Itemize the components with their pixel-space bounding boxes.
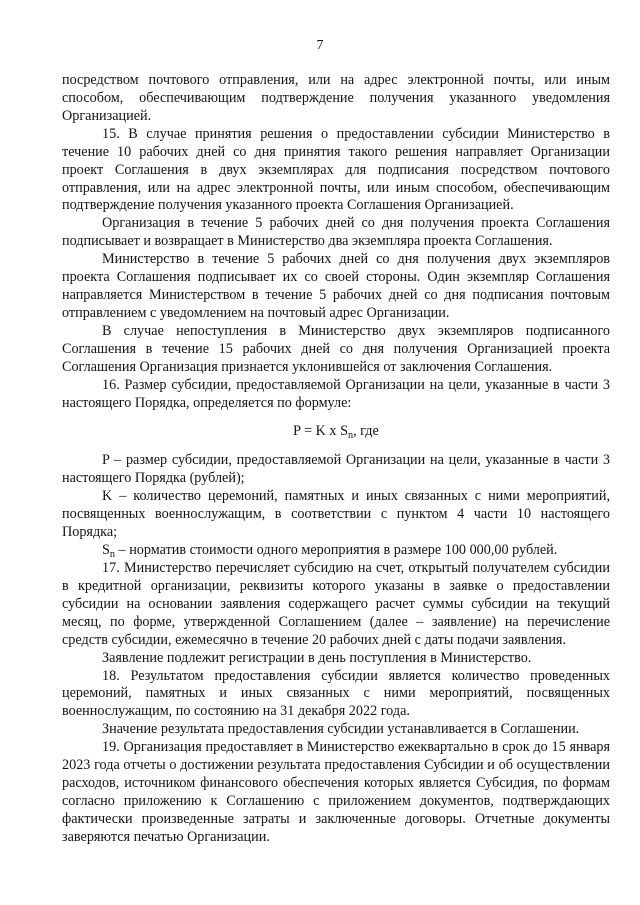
definition-sn [62,542,610,560]
paragraph-15-evasion: В случае непоступления в Министерство двух экземпляров подписанного Соглашения в течение 15 рабочих дней со дня получения Организацией проекта Соглашения Организация признается уклонившейся от заключения Соглашения. [62,322,610,375]
paragraph-continuation: посредством почтового отправления, или на адрес электронной почты, или иным способом, обеспечивающим подтверждение получения указанного уведомления Организацией. [62,72,610,124]
formula-rhs: , где [353,422,379,439]
definition-sn-symbol: S [102,542,110,559]
paragraph-19: 19. Организация предоставляет в Министерство ежеквартально в срок до 15 января 2023 года отчеты о достижении результата предоставления Субсидии и об осуществлении расходов, источником финансового обеспечения которых является Субсидия, по формам согласно приложению к Соглашению с приложением документов, подтверждающих фактически произведенные затраты и заключенные договоры. Отчетные документы заверяются печатью Организации. [62,739,610,845]
subsidy-formula [62,423,610,441]
document-body [62,72,610,847]
paragraph-18: 18. Результатом предоставления субсидии является количество проведенных церемоний, памятных и иных связанных с ними мероприятий, посвященных военнослужащим, по состоянию на 31 декабря 2022 года. [62,667,610,720]
definition-sn-subscript: n [109,548,115,560]
formula-subscript: n [347,429,354,441]
paragraph-15-return: Министерство в течение 5 рабочих дней со дня получения двух экземпляров проекта Соглашения подписывает их со своей стороны. Один экземпляр Соглашения направляется Министерством в течение 5 рабочих дней со дня подписания почтовым отправлением с уведомлением на почтовый адрес Организации. [62,251,610,321]
paragraph-18-value: Значение результата предоставления субсидии устанавливается в Соглашении. [102,721,580,738]
paragraph-15-signing: Организация в течение 5 рабочих дней со дня получения проекта Соглашения подписывает и возвращает в Министерство два экземпляра проекта Соглашения. [62,215,610,250]
page-number: 7 [316,38,324,53]
definition-p: P – размер субсидии, предоставляемой Организации на цели, указанные в части 3 настоящего Порядка (рублей); [62,452,610,487]
paragraph-16: 16. Размер субсидии, предоставляемой Организации на цели, указанные в части 3 настоящего Порядка, определяется по формуле: [62,376,610,411]
paragraph-17-registration: Заявление подлежит регистрации в день поступления в Министерство. [102,649,532,666]
paragraph-15: 15. В случае принятия решения о предоставлении субсидии Министерство в течение 10 рабочих дней со дня принятия такого решения направляет Организации проект Соглашения в двух экземплярах для подписания посредством почтового отправления, или на адрес электронной почты, или иным способом, обеспечивающим подтверждение получения указанного проекта Соглашения Организацией. [62,125,610,214]
paragraph-17: 17. Министерство перечисляет субсидию на счет, открытый получателем субсидии в кредитной организации, реквизиты которого указаны в заявке о предоставлении субсидии на основании заявления содержащего расчет суммы субсидии на текущий месяц, по форме, утвержденной Соглашением (далее – заявление) на перечисление средств субсидии, ежемесячно в течение 20 рабочих дней с даты подачи заявления. [62,559,610,648]
definition-k: K – количество церемоний, памятных и иных связанных с ними мероприятий, посвященных военнослужащим, в соответствии с пунктом 4 части 10 настоящего Порядка; [62,488,610,541]
definition-sn-text: – норматив стоимости одного мероприятия в размере 100 000,00 рублей. [115,542,558,559]
formula-lhs: P = K x S [293,422,348,439]
